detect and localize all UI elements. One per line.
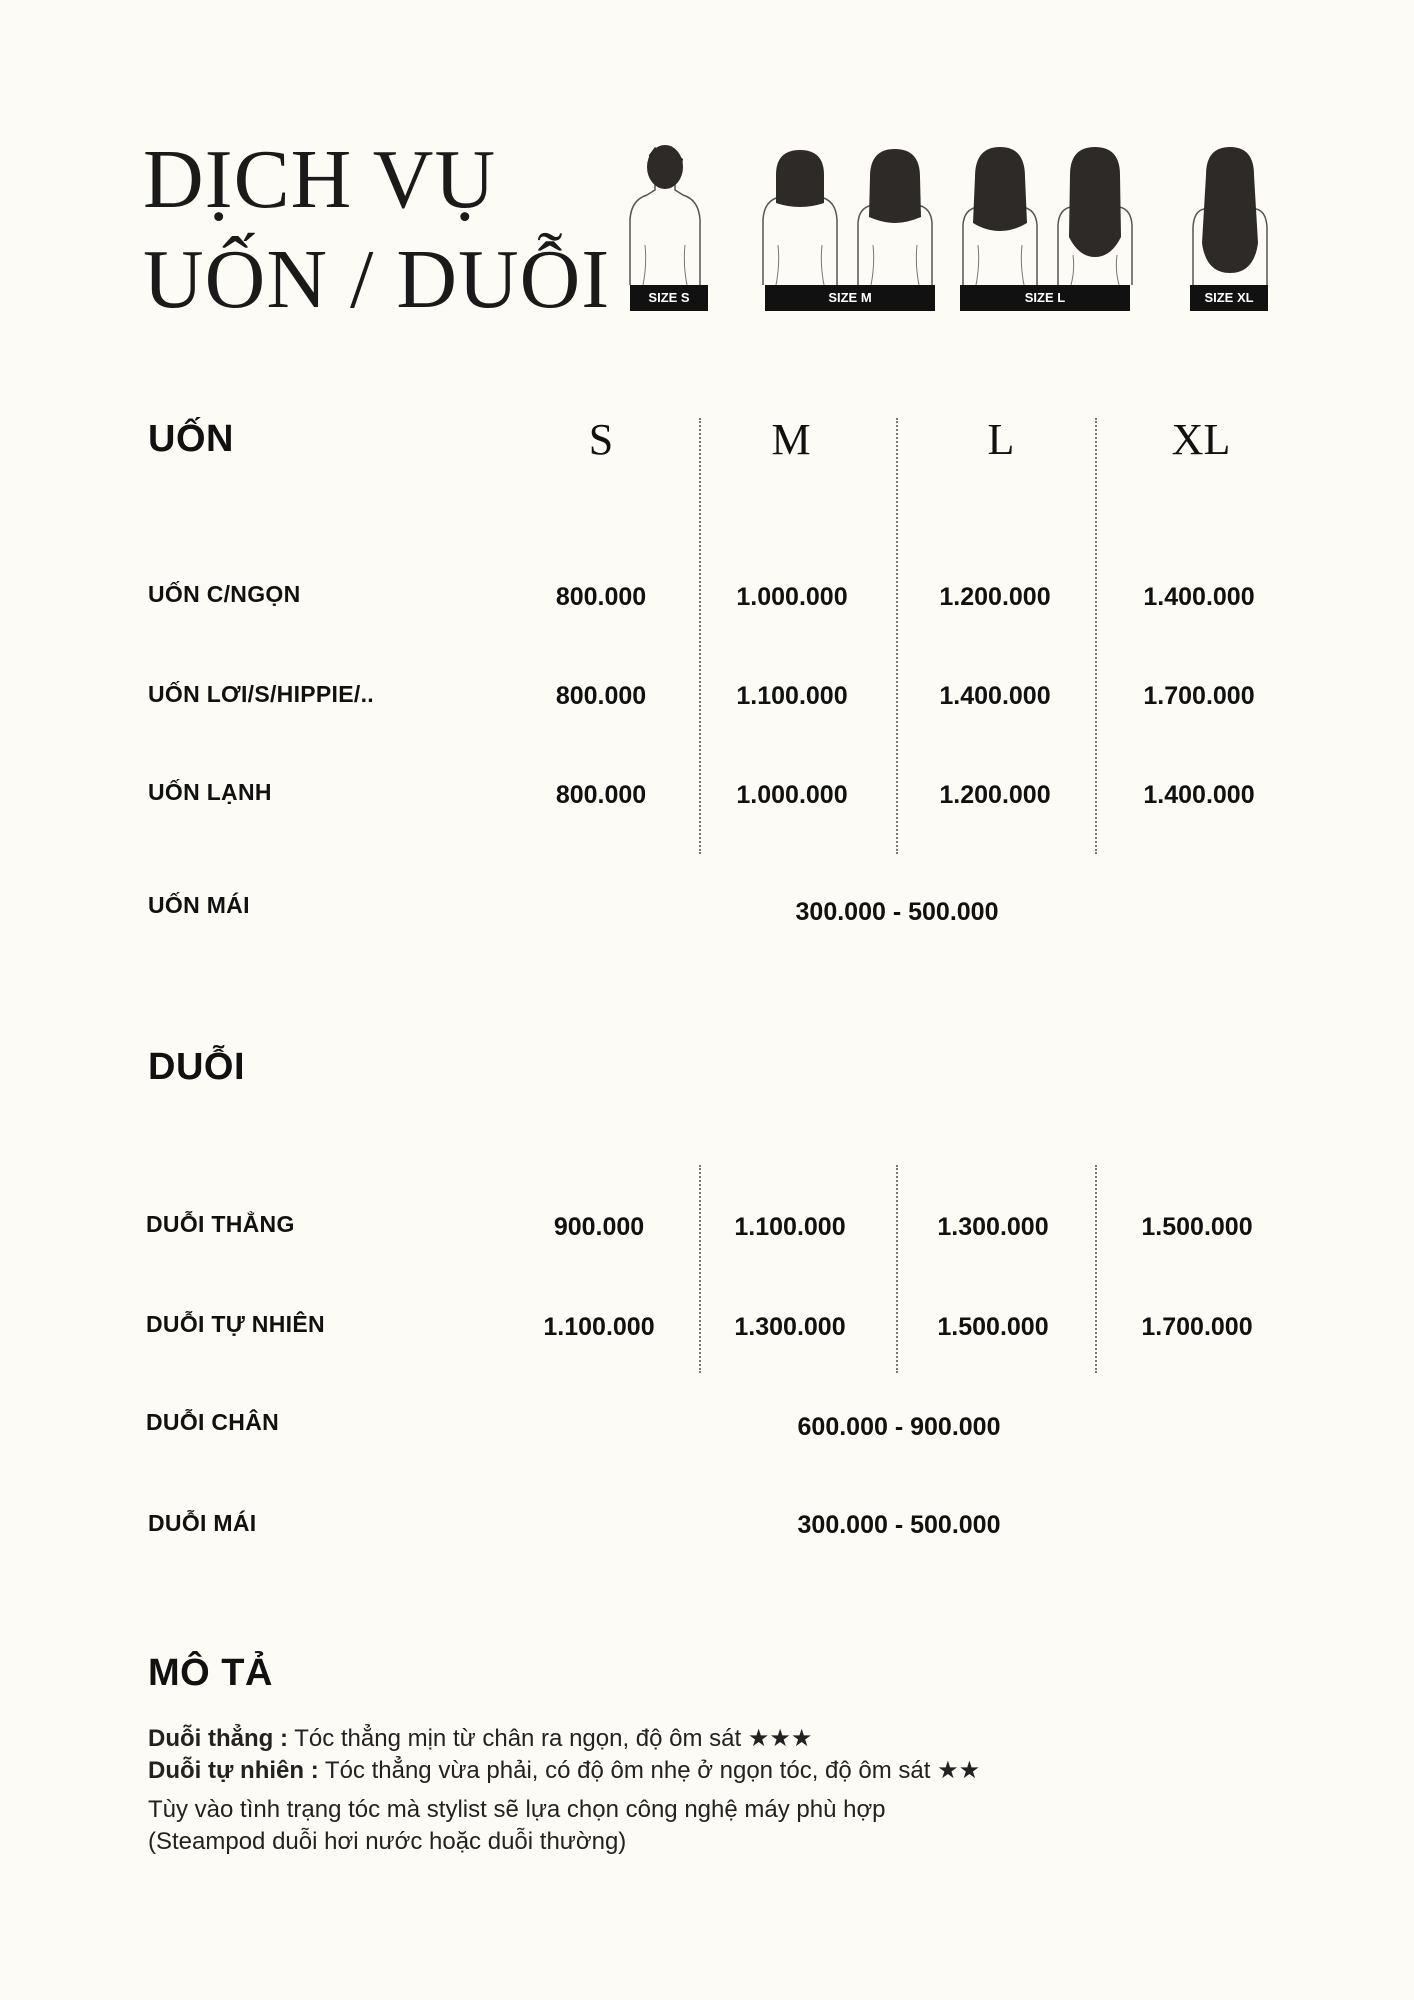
description-term: Duỗi thẳng :: [148, 1725, 288, 1752]
duoi-row-label: DUỖI THẲNG: [146, 1211, 295, 1237]
uon-row-label: UỐN LẠNH: [148, 779, 272, 805]
description-line-4: (Steampod duỗi hơi nước hoặc duỗi thường): [148, 1828, 627, 1855]
price-cell: 1.000.000: [736, 583, 848, 611]
hair-size-l-figure-2: [1055, 145, 1135, 285]
size-xl-label: SIZE XL: [1190, 285, 1268, 311]
hair-size-xl-figure: [1190, 145, 1270, 285]
duoi-chan-label: DUỖI CHÂN: [146, 1409, 280, 1435]
price-cell: 1.300.000: [937, 1213, 1049, 1241]
price-cell: 800.000: [555, 682, 647, 710]
title-line-2: UỐN / DUỖI: [143, 233, 611, 326]
column-divider: [1095, 1165, 1097, 1373]
price-cell: 1.400.000: [1143, 781, 1255, 809]
hair-size-s-figure: [625, 145, 705, 285]
size-s-label: SIZE S: [630, 285, 708, 311]
size-m-label: SIZE M: [765, 285, 935, 311]
uon-row-label: UỐN LƠI/S/HIPPIE/..: [148, 681, 374, 707]
description-text: Tóc thẳng mịn từ chân ra ngọn, độ ôm sát: [287, 1725, 748, 1752]
col-head-s: S: [588, 415, 614, 464]
uon-mai-label: UỐN MÁI: [148, 892, 250, 918]
uon-mai-price-range: 300.000 - 500.000: [795, 898, 999, 926]
col-head-l: L: [987, 415, 1015, 464]
price-cell: 1.100.000: [736, 682, 848, 710]
price-cell: 1.000.000: [736, 781, 848, 809]
price-cell: 1.500.000: [1141, 1213, 1253, 1241]
description-line-2: [148, 1755, 1298, 1787]
price-cell: 1.100.000: [543, 1313, 655, 1341]
description-line-3: Tùy vào tình trạng tóc mà stylist sẽ lựa chọn công nghệ máy phù hợp: [148, 1796, 886, 1823]
price-cell: 1.400.000: [1143, 583, 1255, 611]
column-divider: [896, 418, 898, 854]
price-cell: 900.000: [553, 1213, 645, 1241]
price-cell: 1.100.000: [734, 1213, 846, 1241]
duoi-heading: DUỖI: [148, 1046, 245, 1088]
price-cell: 1.700.000: [1141, 1313, 1253, 1341]
uon-row-label: UỐN C/NGỌN: [148, 581, 301, 607]
col-head-xl: XL: [1171, 415, 1231, 464]
price-cell: 800.000: [555, 781, 647, 809]
price-cell: 1.300.000: [734, 1313, 846, 1341]
description-term: Duỗi tự nhiên :: [148, 1757, 319, 1784]
mota-heading: MÔ TẢ: [148, 1652, 273, 1694]
price-cell: 1.200.000: [939, 583, 1051, 611]
star-rating: ★★: [937, 1757, 981, 1784]
title-line-1: DỊCH VỤ: [143, 133, 497, 226]
duoi-chan-price-range: 600.000 - 900.000: [797, 1413, 1001, 1441]
description-line-1: [148, 1723, 1298, 1755]
description-text: Tóc thẳng vừa phải, có độ ôm nhẹ ở ngọn tóc, độ ôm sát: [318, 1757, 938, 1784]
price-cell: 1.500.000: [937, 1313, 1049, 1341]
col-head-m: M: [771, 415, 811, 464]
column-divider: [896, 1165, 898, 1373]
size-l-label: SIZE L: [960, 285, 1130, 311]
hair-size-m-figure-1: [760, 145, 840, 285]
hair-size-illustrations: [620, 145, 1280, 315]
duoi-mai-label: DUỖI MÁI: [148, 1510, 257, 1536]
price-cell: 1.200.000: [939, 781, 1051, 809]
hair-size-m-figure-2: [855, 145, 935, 285]
price-cell: 1.700.000: [1143, 682, 1255, 710]
duoi-mai-price-range: 300.000 - 500.000: [797, 1511, 1001, 1539]
price-cell: 800.000: [555, 583, 647, 611]
column-divider: [699, 418, 701, 854]
duoi-row-label: DUỖI TỰ NHIÊN: [146, 1311, 325, 1337]
price-cell: 1.400.000: [939, 682, 1051, 710]
column-divider: [1095, 418, 1097, 854]
column-divider: [699, 1165, 701, 1373]
uon-heading: UỐN: [148, 418, 234, 460]
star-rating: ★★★: [747, 1725, 813, 1752]
hair-size-l-figure-1: [960, 145, 1040, 285]
